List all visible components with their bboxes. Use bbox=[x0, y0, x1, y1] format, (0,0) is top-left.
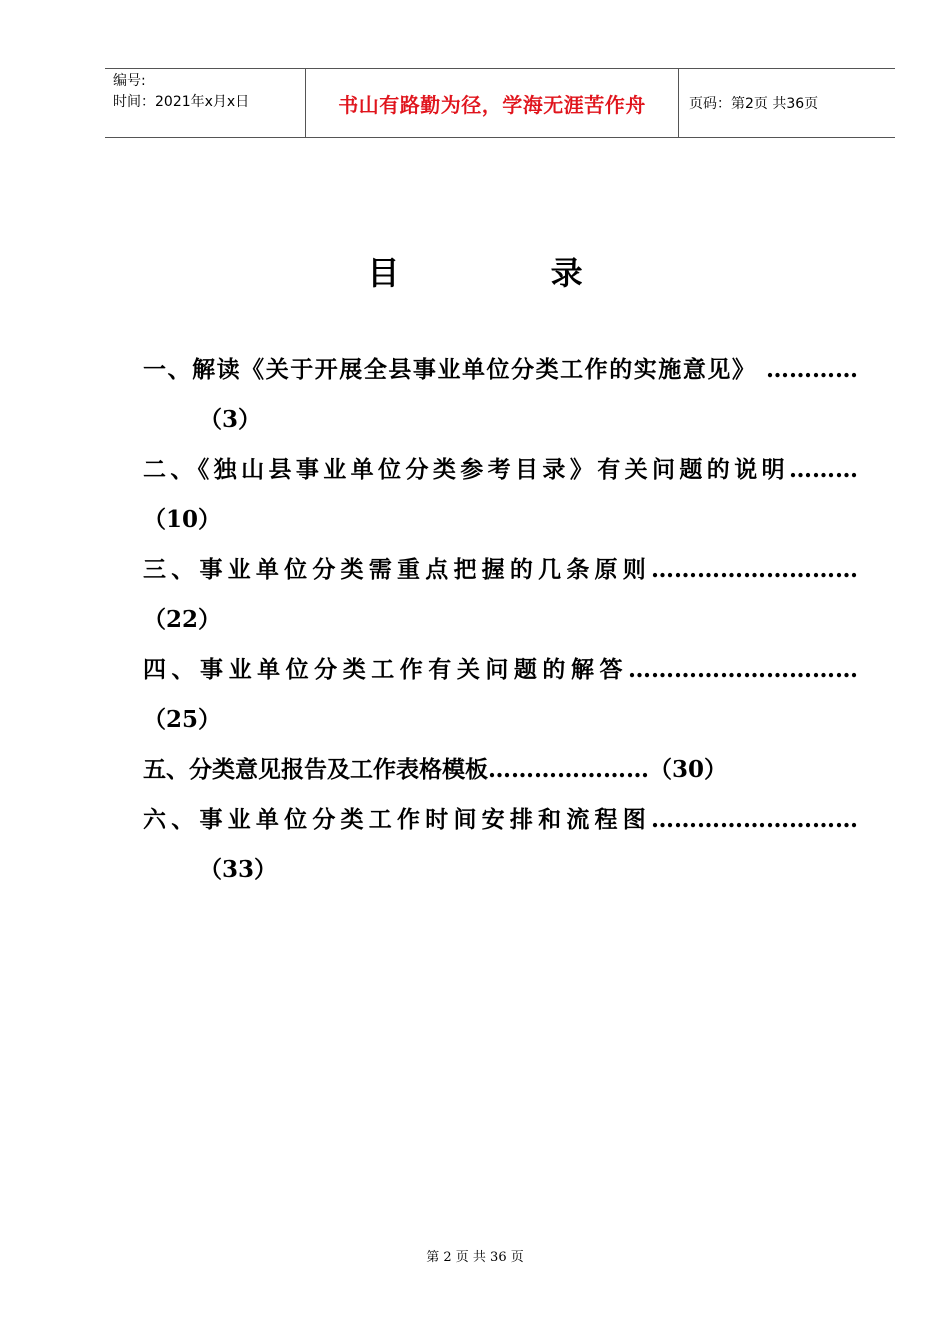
toc-entry-2[interactable]: 二、《独山县事业单位分类参考目录》有关问题的说明……… bbox=[143, 456, 858, 483]
document-date-label: 时间：2021年x月x日 bbox=[113, 94, 250, 110]
table-of-contents bbox=[143, 345, 858, 895]
header-motto: 书山有路勤为径，学海无涯苦作舟 bbox=[338, 92, 646, 117]
toc-entry-2-page: （10） bbox=[143, 506, 222, 533]
header-motto-cell bbox=[306, 69, 679, 137]
toc-entry-4[interactable]: 四、事业单位分类工作有关问题的解答………………………… bbox=[143, 656, 858, 683]
page-title: 目 录 bbox=[367, 254, 653, 292]
toc-entry-1[interactable]: 一、解读《关于开展全县事业单位分类工作的实施意见》 ………… bbox=[143, 356, 858, 383]
toc-entry-5[interactable]: 五、分类意见报告及工作表格模板…………………（30） bbox=[143, 756, 728, 783]
header-page-info-cell bbox=[679, 69, 895, 137]
toc-entry-4-page: （25） bbox=[143, 706, 222, 733]
page-header bbox=[105, 68, 895, 138]
toc-entry-3-page: （22） bbox=[143, 606, 222, 633]
document-number-label: 编号: bbox=[113, 73, 146, 89]
toc-entry-6[interactable]: 六、事业单位分类工作时间安排和流程图……………………… bbox=[143, 806, 858, 833]
header-meta bbox=[105, 69, 306, 137]
page-footer: 第 2 页 共 36 页 bbox=[426, 1250, 524, 1265]
toc-entry-6-page: （33） bbox=[199, 856, 278, 883]
header-page-info: 页码：第2页 共36页 bbox=[689, 96, 819, 112]
toc-entry-3[interactable]: 三、事业单位分类需重点把握的几条原则……………………… bbox=[143, 556, 858, 583]
toc-entry-1-page: （3） bbox=[199, 406, 262, 433]
